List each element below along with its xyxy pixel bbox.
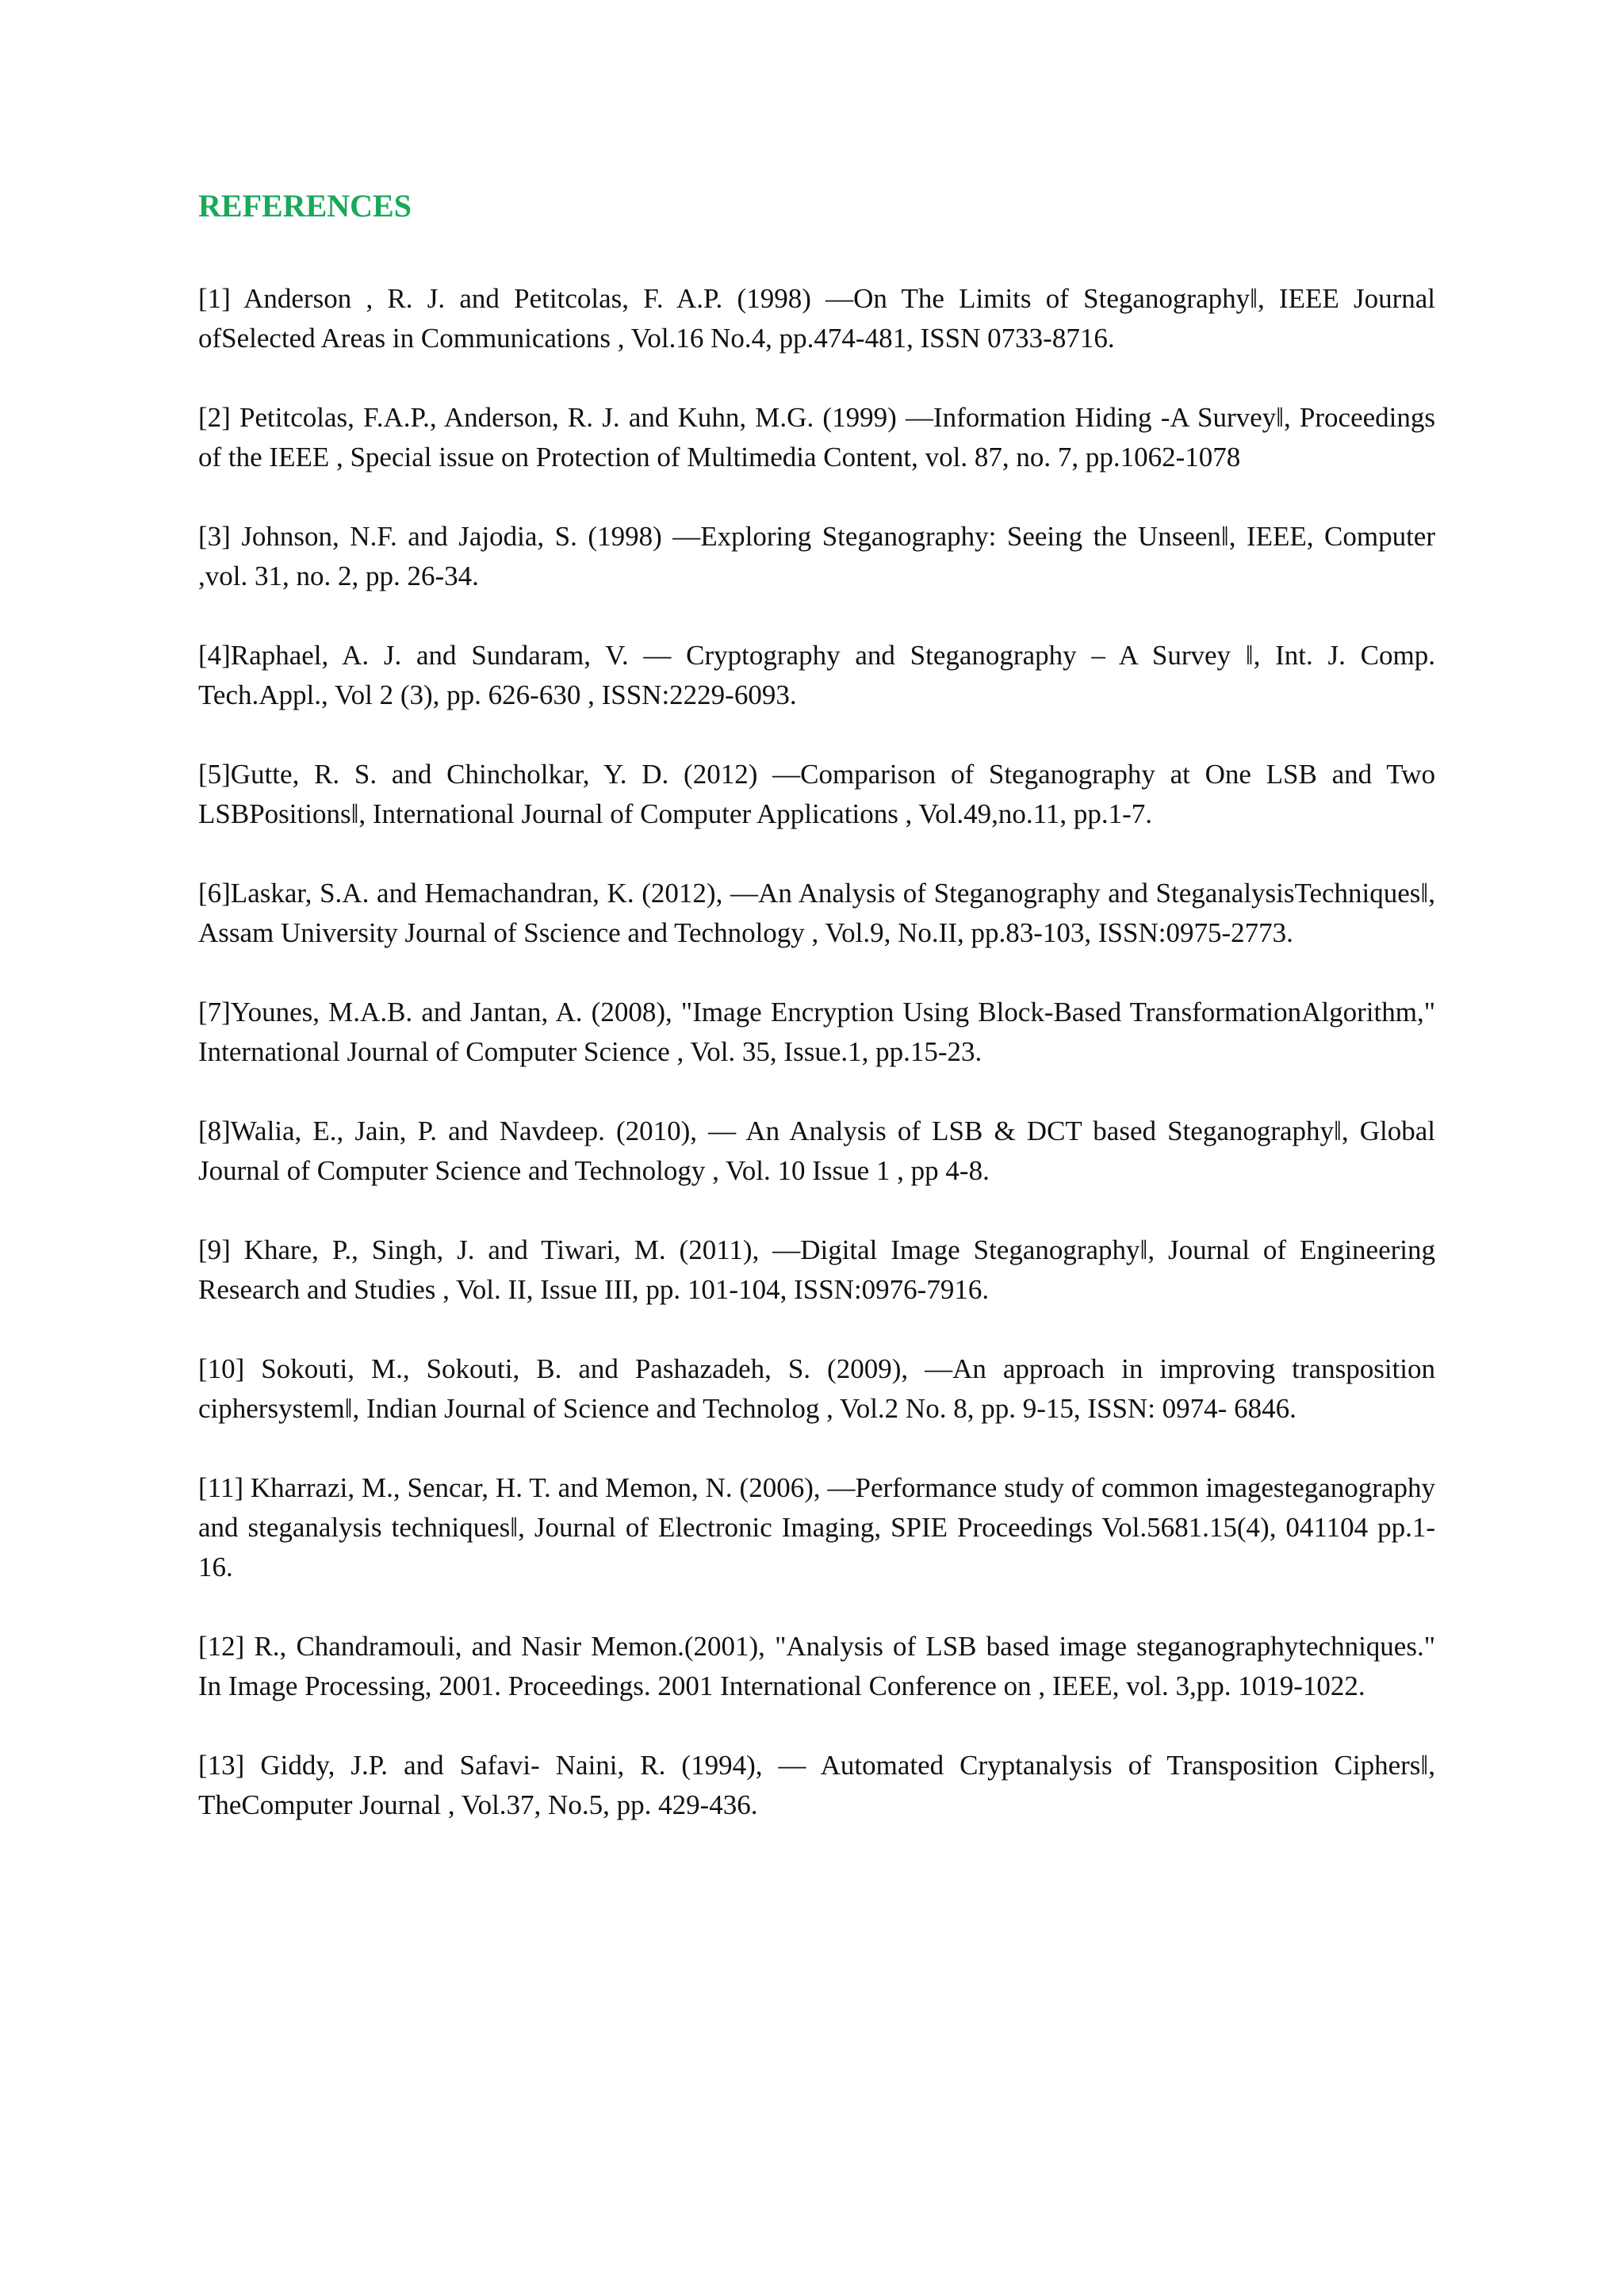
reference-item: [10] Sokouti, M., Sokouti, B. and Pashazadeh, S. (2009), ―An approach in improving transposition ciphersystem‖, Indian Journal of Science and Technolog , Vol.2 No. 8, pp. 9-15, ISSN: 0974- 6846. <box>198 1353 1435 1424</box>
reference-item: [5]Gutte, R. S. and Chincholkar, Y. D. (2012) ―Comparison of Steganography at One LSB and Two LSBPositions‖, International Journal of Computer Applications , Vol.49,no.11, pp.1-7. <box>198 759 1435 829</box>
reference-item: [6]Laskar, S.A. and Hemachandran, K. (2012), ―An Analysis of Steganography and SteganalysisTechniques‖, Assam University Journal of Sscience and Technology , Vol.9, No.II, pp.83-103, ISSN:0975-2773. <box>198 878 1435 948</box>
references-section <box>198 187 1435 1865</box>
reference-item: [7]Younes, M.A.B. and Jantan, A. (2008), "Image Encryption Using Block-Based TransformationAlgorithm," International Journal of Computer Science , Vol. 35, Issue.1, pp.15-23. <box>198 997 1435 1067</box>
reference-item: [4]Raphael, A. J. and Sundaram, V. ― Cryptography and Steganography – A Survey ‖, Int. J. Comp. Tech.Appl., Vol 2 (3), pp. 626-630 , ISSN:2229-6093. <box>198 640 1435 710</box>
reference-item: [13] Giddy, J.P. and Safavi- Naini, R. (1994), ― Automated Cryptanalysis of Transposition Ciphers‖, TheComputer Journal , Vol.37, No.5, pp. 429-436. <box>198 1750 1435 1820</box>
reference-item: [8]Walia, E., Jain, P. and Navdeep. (2010), ― An Analysis of LSB & DCT based Steganography‖, Global Journal of Computer Science and Technology , Vol. 10 Issue 1 , pp 4-8. <box>198 1115 1435 1186</box>
reference-item: [11] Kharrazi, M., Sencar, H. T. and Memon, N. (2006), ―Performance study of common imagesteganography and steganalysis techniques‖, Journal of Electronic Imaging, SPIE Proceedings Vol.5681.15(4), 041104 pp.1-16. <box>198 1472 1435 1582</box>
reference-item: [3] Johnson, N.F. and Jajodia, S. (1998) ―Exploring Steganography: Seeing the Unseen‖, IEEE, Computer ,vol. 31, no. 2, pp. 26-34. <box>198 521 1435 591</box>
reference-item: [1] Anderson , R. J. and Petitcolas, F. A.P. (1998) ―On The Limits of Steganography‖, IEEE Journal ofSelected Areas in Communications , Vol.16 No.4, pp.474-481, ISSN 0733-8716. <box>198 283 1435 354</box>
reference-item: [12] R., Chandramouli, and Nasir Memon.(2001), "Analysis of LSB based image steganographytechniques." In Image Processing, 2001. Proceedings. 2001 International Conference on , IEEE, vol. 3,pp. 1019-1022. <box>198 1631 1435 1701</box>
references-heading: REFERENCES <box>198 188 412 224</box>
reference-list <box>198 279 1435 1825</box>
reference-item: [2] Petitcolas, F.A.P., Anderson, R. J. and Kuhn, M.G. (1999) ―Information Hiding -A Survey‖, Proceedings of the IEEE , Special issue on Protection of Multimedia Content, vol. 87, no. 7, pp.1062-1078 <box>198 402 1435 473</box>
reference-item: [9] Khare, P., Singh, J. and Tiwari, M. (2011), ―Digital Image Steganography‖, Journal of Engineering Research and Studies , Vol. II, Issue III, pp. 101-104, ISSN:0976-7916. <box>198 1234 1435 1305</box>
